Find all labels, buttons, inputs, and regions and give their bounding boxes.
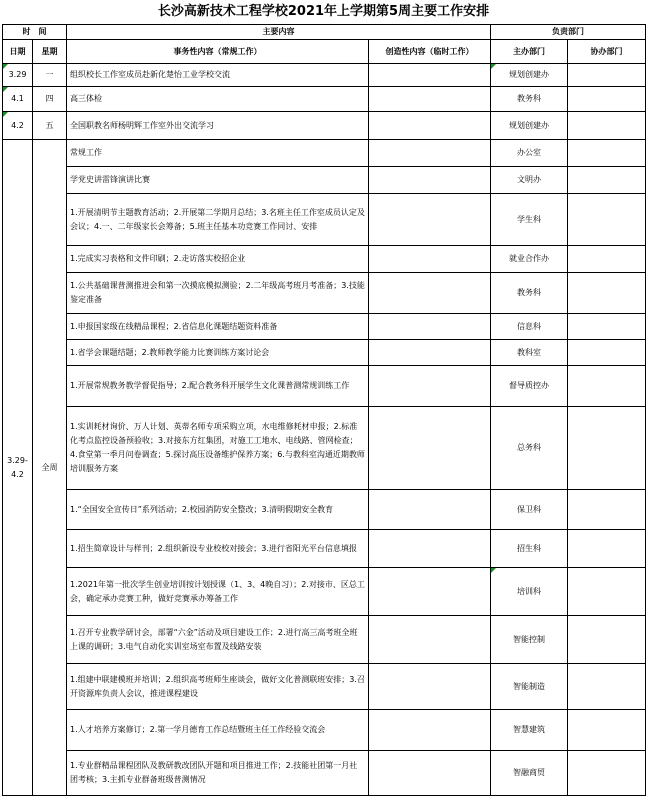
table-row xyxy=(3,246,646,273)
row-dept: 信息科 xyxy=(491,314,568,340)
row-content: 组织校长工作室成员赴新化楚怡工业学校交流 xyxy=(67,64,369,87)
row-weekday: 四 xyxy=(33,87,67,112)
row-assist xyxy=(568,112,646,140)
row-content: 1.2021年第一批次学生创业培训按计划授课（1、3、4晚自习）；2.对接市、区总工会，确定承办竞赛工种，做好竞赛承办筹备工作 xyxy=(67,568,369,616)
row-content: 1.人才培养方案修订；2.第一学月德育工作总结暨班主任工作经验交流会 xyxy=(67,710,369,751)
row-dept: 智能控制 xyxy=(491,616,568,664)
row-content: 1.申报国家级在线精品课程；2.省信息化课题结题资料准备 xyxy=(67,314,369,340)
row-assist xyxy=(568,490,646,530)
row-assist xyxy=(568,340,646,366)
row-dept: 学生科 xyxy=(491,194,568,246)
row-creative xyxy=(369,616,491,664)
table-row xyxy=(3,530,646,568)
row-dept: 保卫科 xyxy=(491,490,568,530)
row-date: 3.29 xyxy=(3,64,33,87)
row-assist xyxy=(568,140,646,167)
row-content: 全国职教名师杨明辉工作室外出交流学习 xyxy=(67,112,369,140)
row-assist xyxy=(568,616,646,664)
row-date: 4.2 xyxy=(3,112,33,140)
row-dept: 办公室 xyxy=(491,140,568,167)
table-row xyxy=(3,140,646,167)
row-dept: 智融商贸 xyxy=(491,751,568,796)
row-content: 1.“全国安全宣传日”系列活动；2.校园消防安全整改；3.清明假期安全教育 xyxy=(67,490,369,530)
row-dept: 智能制造 xyxy=(491,664,568,710)
header-routine: 事务性内容（常规工作） xyxy=(67,40,369,64)
row-content: 1.完成实习表格和文件印刷；2.走访落实校招企业 xyxy=(67,246,369,273)
row-content: 1.省学会课题结题；2.教师教学能力比赛训练方案讨论会 xyxy=(67,340,369,366)
row-assist xyxy=(568,194,646,246)
row-creative xyxy=(369,246,491,273)
table-row xyxy=(3,490,646,530)
row-content: 1.开展常规教务教学督促指导；2.配合教务科开展学生文化课普测常规训练工作 xyxy=(67,366,369,407)
row-creative xyxy=(369,273,491,314)
header-weekday: 星期 xyxy=(33,40,67,64)
row-content: 1.招生简章设计与样刊；2.组织新设专业校校对接会；3.进行省阳光平台信息填报 xyxy=(67,530,369,568)
header-main-content: 主要内容 xyxy=(67,25,491,40)
table-row xyxy=(3,568,646,616)
header-time: 时 间 xyxy=(3,25,67,40)
row-creative xyxy=(369,530,491,568)
row-dept: 教科室 xyxy=(491,340,568,366)
row-assist xyxy=(568,751,646,796)
row-assist xyxy=(568,64,646,87)
row-content: 1.召开专业教学研讨会，部署“六金”活动及项目建设工作；2.进行高三高考班全班上课的调研；3.电气自动化实训室场室布置及线路安装 xyxy=(67,616,369,664)
document-title: 长沙高新技术工程学校2021年上学期第5周主要工作安排 xyxy=(157,4,490,19)
row-dept: 总务科 xyxy=(491,407,568,490)
row-content: 学党史讲雷锋演讲比赛 xyxy=(67,167,369,194)
row-content: 1.公共基础课普测推进会和第一次摸底模拟测验；2.二年级高考班月考准备；3.技能鉴定准备 xyxy=(67,273,369,314)
table-row xyxy=(3,616,646,664)
row-content: 1.组建中联建模班并培训；2.组织高考班师生座谈会，做好文化普测联班安排；3.召开资源库负责人会议，推进课程建设 xyxy=(67,664,369,710)
table-row xyxy=(3,710,646,751)
row-assist xyxy=(568,87,646,112)
row-content: 1.专业群精品课程团队及教研教改团队开题和项目推进工作；2.技能社团第一月社团考核；3.主抓专业群备班级普测情况 xyxy=(67,751,369,796)
row-assist xyxy=(568,246,646,273)
header-date: 日期 xyxy=(3,40,33,64)
table-row xyxy=(3,366,646,407)
table-row xyxy=(3,64,646,87)
row-creative xyxy=(369,340,491,366)
header-assist-dept: 协办部门 xyxy=(568,40,646,64)
row-creative xyxy=(369,140,491,167)
row-assist xyxy=(568,407,646,490)
row-assist xyxy=(568,530,646,568)
row-creative xyxy=(369,407,491,490)
row-assist xyxy=(568,568,646,616)
row-assist xyxy=(568,273,646,314)
table-row xyxy=(3,314,646,340)
row-dept: 规划创建办 xyxy=(491,112,568,140)
table-row xyxy=(3,751,646,796)
row-assist xyxy=(568,710,646,751)
row-weekday: 一 xyxy=(33,64,67,87)
row-assist xyxy=(568,366,646,407)
row-dept: 教务科 xyxy=(491,273,568,314)
row-creative xyxy=(369,366,491,407)
row-dept: 培训科 xyxy=(491,568,568,616)
row-creative xyxy=(369,112,491,140)
row-creative xyxy=(369,87,491,112)
row-weekday: 五 xyxy=(33,112,67,140)
row-content: 高三体检 xyxy=(67,87,369,112)
row-creative xyxy=(369,490,491,530)
row-creative xyxy=(369,664,491,710)
table-row xyxy=(3,340,646,366)
merged-weekday: 全周 xyxy=(33,140,67,796)
schedule-table xyxy=(2,24,646,796)
row-date: 4.1 xyxy=(3,87,33,112)
row-dept: 智慧建筑 xyxy=(491,710,568,751)
row-creative xyxy=(369,194,491,246)
row-dept: 教务科 xyxy=(491,87,568,112)
table-row xyxy=(3,273,646,314)
row-dept: 就业合作办 xyxy=(491,246,568,273)
row-content: 常规工作 xyxy=(67,140,369,167)
row-content: 1.开展清明节主题教育活动；2.开展第二学期月总结；3.名班主任工作室成员认定及会议；4.一、二年级家长会筹备；5.班主任基本功竞赛工作同讨、安排 xyxy=(67,194,369,246)
table-row xyxy=(3,112,646,140)
row-dept: 文明办 xyxy=(491,167,568,194)
row-creative xyxy=(369,751,491,796)
header-creative: 创造性内容（临时工作） xyxy=(369,40,491,64)
row-dept: 招生科 xyxy=(491,530,568,568)
header-lead-dept: 主办部门 xyxy=(491,40,568,64)
table-row xyxy=(3,407,646,490)
row-creative xyxy=(369,710,491,751)
header-responsible: 负责部门 xyxy=(491,25,646,40)
row-creative xyxy=(369,314,491,340)
row-creative xyxy=(369,64,491,87)
table-row xyxy=(3,664,646,710)
table-row xyxy=(3,167,646,194)
table-row xyxy=(3,194,646,246)
row-dept: 规划创建办 xyxy=(491,64,568,87)
merged-date: 3.29-4.2 xyxy=(3,140,33,796)
row-assist xyxy=(568,167,646,194)
row-creative xyxy=(369,568,491,616)
row-dept: 督导质控办 xyxy=(491,366,568,407)
row-creative xyxy=(369,167,491,194)
row-assist xyxy=(568,314,646,340)
table-row xyxy=(3,87,646,112)
row-assist xyxy=(568,664,646,710)
row-content: 1.实训耗材询价、万人计划、英蒂名师专项采购立项，水电维修耗材申报；2.标准化考点监控设备预验收；3.对接东方红集团，对施工工地水、电线路、管网检查；4.食堂第一季月问卷调查；5.探讨高压设备维护保养方案；6.与教科室沟通近期教师培训服务方案 xyxy=(67,407,369,490)
